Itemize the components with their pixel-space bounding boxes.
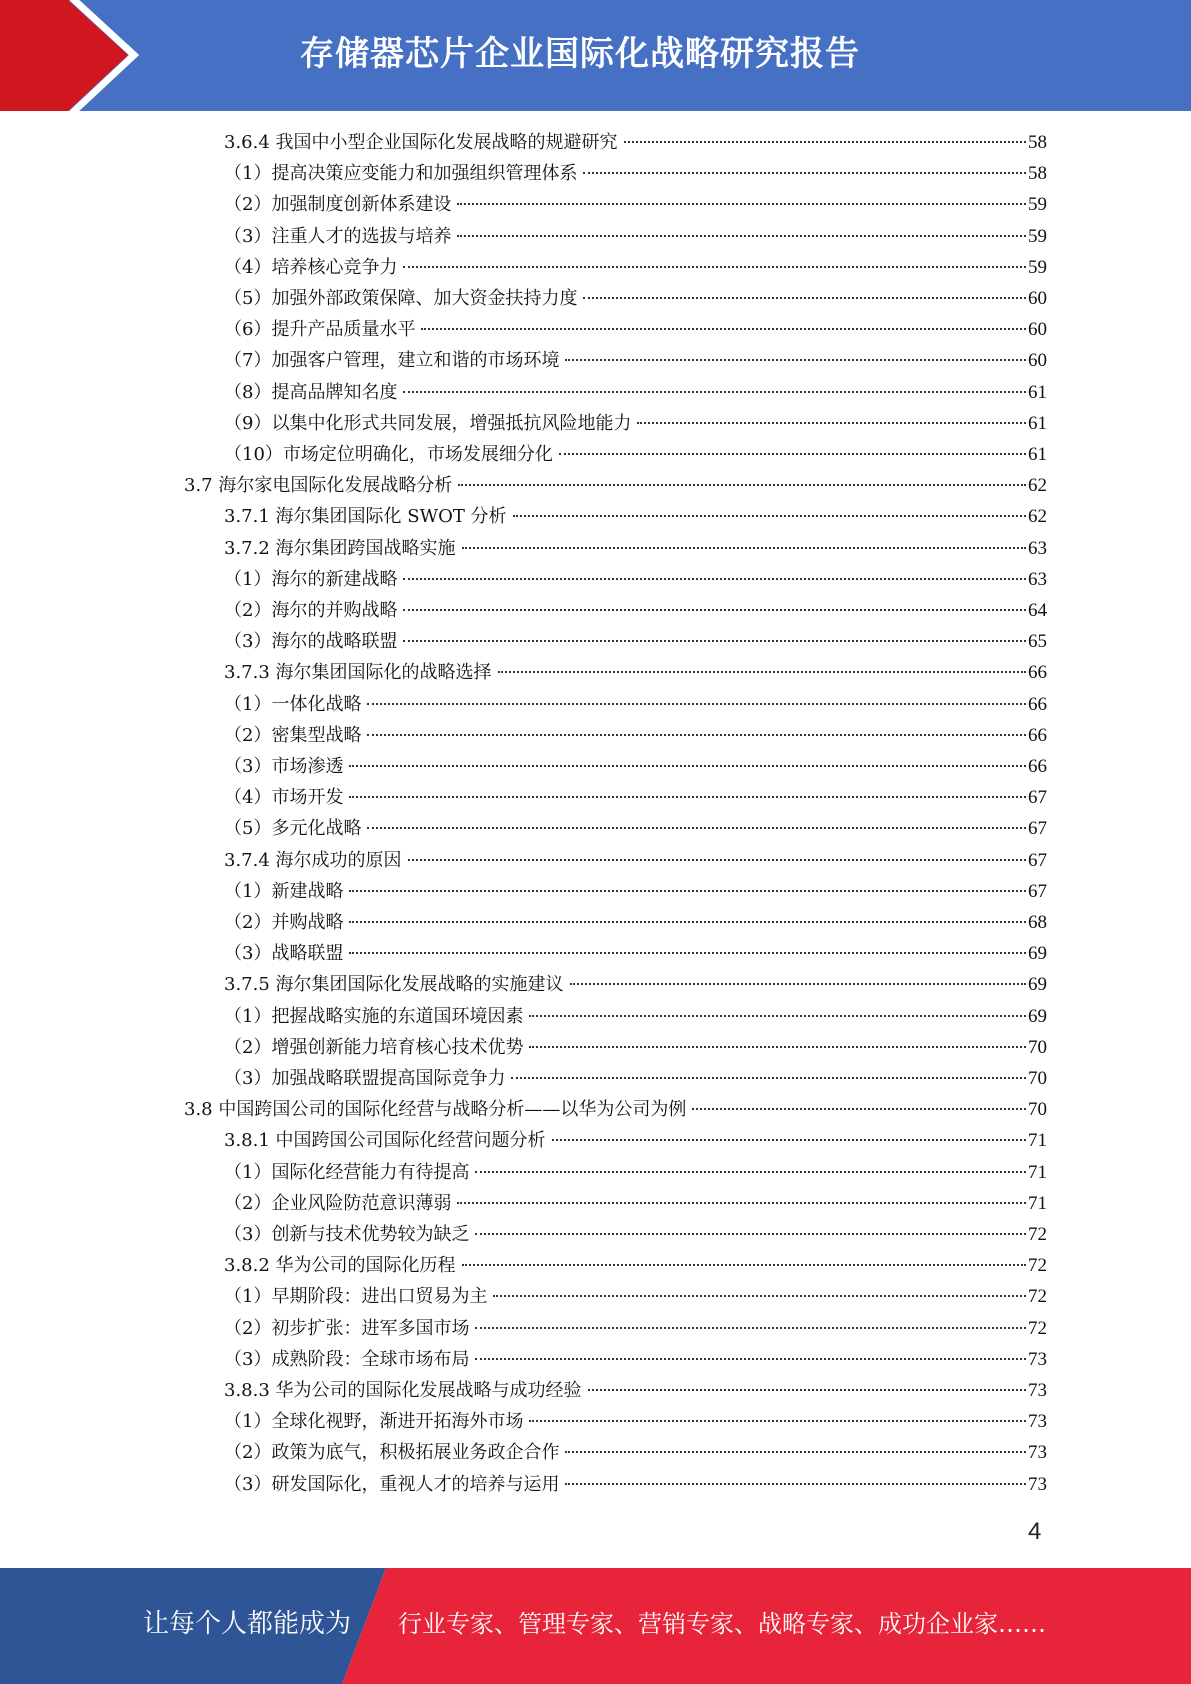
toc-entry-page: 69 [1028, 974, 1047, 996]
toc-entry-label: （2）海尔的并购战略 [224, 600, 398, 621]
toc-entry[interactable] [224, 813, 1047, 844]
toc-dot-leader [624, 141, 1026, 143]
toc-entry-label: （4）市场开发 [224, 787, 344, 809]
toc-entry-label: （2）初步扩张：进军多国市场 [224, 1317, 470, 1339]
toc-entry-page: 59 [1028, 194, 1047, 216]
toc-entry[interactable] [224, 907, 1047, 938]
page-header [0, 0, 1191, 111]
toc-entry-label: 3.8.3 华为公司的国际化发展战略与成功经验 [224, 1380, 582, 1401]
toc-entry-label: （2）并购战略 [224, 912, 344, 933]
toc-entry-label: （1）新建战略 [224, 880, 344, 902]
toc-entry[interactable] [224, 1188, 1047, 1219]
toc-entry-page: 66 [1028, 756, 1047, 777]
toc-entry-label: （2）政策为底气，积极拓展业务政企合作 [224, 1442, 560, 1464]
toc-entry-label: （3）成熟阶段：全球市场布局 [224, 1348, 470, 1370]
toc-entry-page: 61 [1028, 412, 1047, 434]
toc-entry-page: 73 [1028, 1380, 1047, 1401]
toc-entry-page: 73 [1028, 1348, 1047, 1370]
toc-entry[interactable] [224, 1313, 1047, 1344]
toc-dot-leader [529, 1420, 1026, 1422]
toc-entry-page: 66 [1028, 662, 1047, 684]
toc-dot-leader [513, 515, 1026, 517]
toc-dot-leader [349, 952, 1026, 954]
toc-entry[interactable] [224, 657, 1047, 688]
toc-entry[interactable] [224, 1344, 1047, 1375]
toc-entry-page: 71 [1028, 1130, 1047, 1152]
toc-entry[interactable] [224, 1125, 1047, 1156]
toc-entry-label: 3.7.4 海尔成功的原因 [224, 849, 402, 871]
toc-entry-page: 67 [1028, 880, 1047, 902]
toc-entry-label: 3.8.2 华为公司的国际化历程 [224, 1255, 456, 1277]
toc-entry-page: 60 [1028, 350, 1047, 372]
toc-entry[interactable] [224, 189, 1047, 220]
toc-entry[interactable] [224, 221, 1047, 252]
header-chevron-decoration [0, 0, 160, 111]
toc-dot-leader [457, 235, 1026, 237]
toc-entry-page: 67 [1028, 787, 1047, 809]
toc-entry[interactable] [224, 1437, 1047, 1468]
toc-dot-leader [408, 859, 1026, 861]
toc-entry-label: （3）海尔的战略联盟 [224, 631, 398, 653]
toc-dot-leader [565, 1483, 1026, 1485]
toc-entry-label: （1）把握战略实施的东道国环境因素 [224, 1005, 524, 1027]
toc-entry-page: 73 [1028, 1442, 1047, 1464]
toc-entry[interactable] [224, 751, 1047, 782]
toc-dot-leader [570, 983, 1026, 985]
toc-dot-leader [565, 1451, 1026, 1453]
toc-dot-leader [552, 1139, 1026, 1141]
toc-dot-leader [462, 547, 1026, 549]
toc-entry[interactable] [224, 501, 1047, 532]
toc-entry[interactable] [224, 1406, 1047, 1437]
toc-entry-label: （3）市场渗透 [224, 756, 344, 777]
toc-dot-leader [349, 921, 1026, 923]
toc-entry-page: 59 [1028, 256, 1047, 278]
toc-entry-label: （2）加强制度创新体系建设 [224, 194, 452, 216]
toc-entry[interactable] [224, 595, 1047, 626]
toc-entry-page: 70 [1028, 1099, 1047, 1121]
toc-dot-leader [403, 609, 1026, 611]
toc-entry-page: 71 [1028, 1161, 1047, 1183]
toc-entry-label: 3.7.3 海尔集团国际化的战略选择 [224, 662, 492, 684]
toc-dot-leader [403, 391, 1026, 393]
toc-entry[interactable] [224, 377, 1047, 408]
toc-entry[interactable] [224, 626, 1047, 657]
toc-entry-label: （2）密集型战略 [224, 724, 362, 746]
toc-dot-leader [475, 1358, 1026, 1360]
toc-entry[interactable] [224, 845, 1047, 876]
toc-entry[interactable] [224, 533, 1047, 564]
toc-entry-page: 68 [1028, 912, 1047, 933]
toc-dot-leader [529, 1046, 1026, 1048]
toc-entry[interactable] [224, 1250, 1047, 1281]
toc-entry-label: （5）加强外部政策保障、加大资金扶持力度 [224, 288, 578, 309]
toc-entry-label: 3.7.5 海尔集团国际化发展战略的实施建议 [224, 974, 564, 996]
toc-entry-page: 66 [1028, 724, 1047, 746]
toc-dot-leader [349, 890, 1026, 892]
toc-dot-leader [462, 1264, 1026, 1266]
page-footer [0, 1568, 1191, 1684]
toc-entry-page: 60 [1028, 319, 1047, 341]
toc-entry-label: （1）早期阶段：进出口贸易为主 [224, 1286, 488, 1308]
toc-entry[interactable] [224, 408, 1047, 439]
toc-entry-page: 62 [1028, 475, 1047, 497]
toc-entry-page: 65 [1028, 631, 1047, 653]
toc-entry[interactable] [224, 283, 1047, 314]
toc-dot-leader [475, 1233, 1026, 1235]
toc-dot-leader [367, 827, 1026, 829]
toc-dot-leader [692, 1108, 1026, 1110]
document-title: 存储器芯片企业国际化战略研究报告 [300, 34, 860, 74]
toc-entry[interactable] [224, 876, 1047, 907]
toc-entry-label: （1）提高决策应变能力和加强组织管理体系 [224, 163, 578, 185]
toc-dot-leader [583, 297, 1026, 299]
toc-dot-leader [511, 1077, 1026, 1079]
toc-entry-label: （3）研发国际化，重视人才的培养与运用 [224, 1473, 560, 1495]
toc-entry-label: （1）国际化经营能力有待提高 [224, 1161, 470, 1183]
toc-dot-leader [475, 1327, 1026, 1329]
toc-entry-label: （1）一体化战略 [224, 693, 362, 715]
page-number: 4 [1028, 1518, 1042, 1545]
toc-dot-leader [403, 266, 1026, 268]
toc-dot-leader [367, 703, 1026, 705]
toc-entry-label: 3.7.2 海尔集团跨国战略实施 [224, 537, 456, 559]
toc-entry[interactable] [224, 1063, 1047, 1094]
toc-entry-label: （1）全球化视野，渐进开拓海外市场 [224, 1411, 524, 1433]
toc-entry[interactable] [224, 314, 1047, 345]
toc-entry[interactable] [224, 564, 1047, 595]
toc-entry[interactable] [224, 1219, 1047, 1250]
toc-entry-page: 63 [1028, 568, 1047, 590]
toc-dot-leader [457, 203, 1026, 205]
toc-entry-page: 64 [1028, 600, 1047, 621]
toc-entry-page: 58 [1028, 132, 1047, 153]
toc-entry[interactable] [224, 1469, 1047, 1500]
toc-entry-label: （1）海尔的新建战略 [224, 568, 398, 590]
toc-entry[interactable] [224, 1032, 1047, 1063]
toc-entry-label: （2）增强创新能力培育核心技术优势 [224, 1036, 524, 1058]
toc-entry-label: （9）以集中化形式共同发展，增强抵抗风险地能力 [224, 412, 632, 434]
toc-entry-page: 70 [1028, 1036, 1047, 1058]
toc-entry-page: 59 [1028, 225, 1047, 247]
toc-entry[interactable] [224, 1281, 1047, 1312]
toc-entry-page: 73 [1028, 1411, 1047, 1433]
toc-entry-page: 67 [1028, 849, 1047, 871]
toc-entry[interactable] [224, 1157, 1047, 1188]
toc-entry[interactable] [224, 689, 1047, 720]
toc-dot-leader [421, 328, 1026, 330]
toc-entry[interactable] [224, 938, 1047, 969]
toc-entry-page: 62 [1028, 506, 1047, 528]
toc-entry[interactable] [224, 1001, 1047, 1032]
toc-dot-leader [349, 765, 1026, 767]
toc-dot-leader [458, 484, 1026, 486]
toc-dot-leader [559, 453, 1026, 455]
toc-entry-label: （10）市场定位明确化，市场发展细分化 [224, 444, 553, 465]
toc-entry-label: （2）企业风险防范意识薄弱 [224, 1192, 452, 1214]
toc-entry-label: （6）提升产品质量水平 [224, 319, 416, 341]
toc-entry-label: （3）加强战略联盟提高国际竞争力 [224, 1068, 506, 1089]
toc-dot-leader [403, 578, 1026, 580]
toc-entry[interactable] [224, 720, 1047, 751]
toc-entry[interactable] [224, 969, 1047, 1000]
toc-entry-page: 72 [1028, 1286, 1047, 1308]
toc-entry[interactable] [224, 439, 1047, 470]
toc-entry-label: （4）培养核心竞争力 [224, 256, 398, 278]
toc-entry-label: 3.7 海尔家电国际化发展战略分析 [184, 475, 453, 497]
toc-dot-leader [457, 1202, 1026, 1204]
toc-entry-page: 73 [1028, 1473, 1047, 1495]
toc-entry-page: 58 [1028, 163, 1047, 185]
toc-entry-page: 71 [1028, 1192, 1047, 1214]
toc-entry-label: （7）加强客户管理，建立和谐的市场环境 [224, 350, 560, 372]
footer-slogan-right: 行业专家、管理专家、营销专家、战略专家、成功企业家…… [398, 1610, 1046, 1638]
toc-entry[interactable] [224, 252, 1047, 283]
toc-dot-leader [493, 1295, 1026, 1297]
toc-entry-label: （5）多元化战略 [224, 818, 362, 840]
toc-entry-page: 72 [1028, 1255, 1047, 1277]
toc-entry-label: （3）战略联盟 [224, 943, 344, 965]
toc-entry-page: 72 [1028, 1224, 1047, 1245]
footer-slogan-left: 让每个人都能成为 [143, 1609, 352, 1639]
toc-entry[interactable] [184, 470, 1047, 501]
toc-entry-label: 3.8.1 中国跨国公司国际化经营问题分析 [224, 1130, 546, 1152]
toc-entry[interactable] [224, 127, 1047, 158]
toc-entry-page: 70 [1028, 1068, 1047, 1089]
toc-entry[interactable] [224, 782, 1047, 813]
toc-dot-leader [637, 422, 1026, 424]
toc-dot-leader [367, 734, 1026, 736]
toc-entry-page: 66 [1028, 693, 1047, 715]
toc-entry-page: 60 [1028, 288, 1047, 309]
toc-entry-label: 3.8 中国跨国公司的国际化经营与战略分析——以华为公司为例 [184, 1099, 687, 1121]
toc-dot-leader [588, 1389, 1026, 1391]
toc-entry-page: 69 [1028, 1005, 1047, 1027]
toc-entry[interactable] [224, 158, 1047, 189]
toc-entry[interactable] [224, 345, 1047, 376]
toc-entry-page: 61 [1028, 444, 1047, 465]
toc-dot-leader [565, 359, 1026, 361]
toc-dot-leader [349, 796, 1026, 798]
toc-dot-leader [498, 671, 1026, 673]
toc-dot-leader [403, 640, 1026, 642]
toc-entry-label: 3.7.1 海尔集团国际化 SWOT 分析 [224, 506, 507, 528]
toc-entry-label: （3）注重人才的选拔与培养 [224, 225, 452, 247]
toc-dot-leader [583, 172, 1026, 174]
toc-entry[interactable] [224, 1375, 1047, 1406]
toc-entry-label: （3）创新与技术优势较为缺乏 [224, 1224, 470, 1245]
toc-dot-leader [529, 1015, 1026, 1017]
toc-entry-page: 72 [1028, 1317, 1047, 1339]
toc-entry-page: 61 [1028, 381, 1047, 403]
toc-dot-leader [475, 1171, 1026, 1173]
toc-entry-page: 67 [1028, 818, 1047, 840]
toc-entry-page: 69 [1028, 943, 1047, 965]
toc-entry-label: （8）提高品牌知名度 [224, 381, 398, 403]
toc-entry-page: 63 [1028, 537, 1047, 559]
toc-entry[interactable] [184, 1094, 1047, 1125]
toc-entry-label: 3.6.4 我国中小型企业国际化发展战略的规避研究 [224, 132, 618, 153]
